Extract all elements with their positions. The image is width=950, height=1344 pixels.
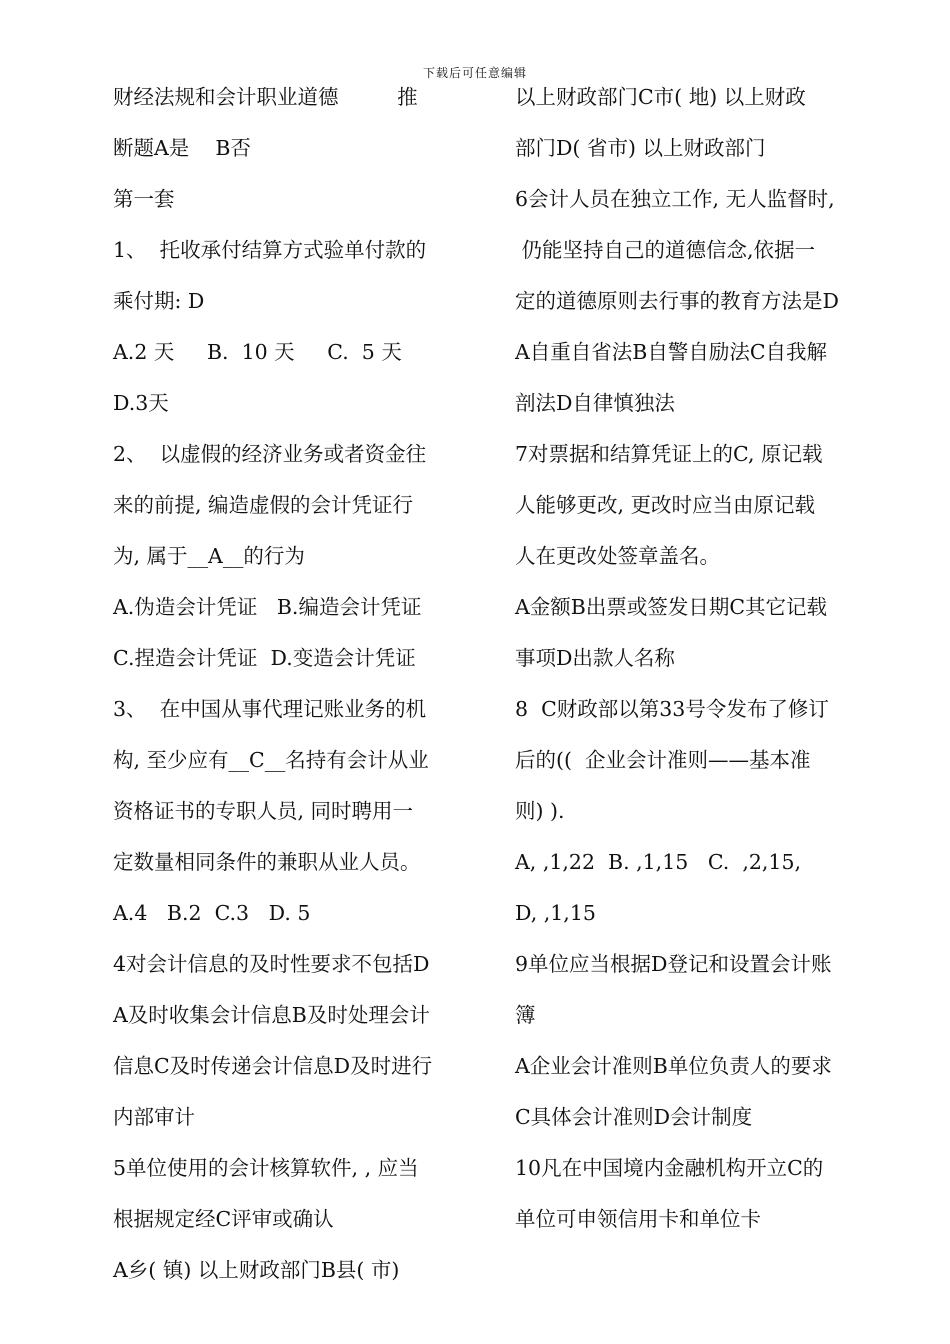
text-line: 定数量相同条件的兼职从业人员。	[113, 850, 421, 874]
text-line: D, ,1,15	[515, 901, 596, 925]
text-line: 根据规定经C评审或确认	[113, 1207, 334, 1231]
page-header: 下载后可任意编辑	[422, 66, 527, 80]
text-line: C.捏造会计凭证 D.变造会计凭证	[113, 646, 416, 670]
text-line: 单位可申领信用卡和单位卡	[515, 1207, 761, 1231]
text-line: 10凡在中国境内金融机构开立C的	[515, 1156, 824, 1180]
text-line: 人能够更改, 更改时应当由原记载	[515, 493, 816, 517]
text-line: 断题A是 B否	[113, 136, 251, 160]
text-line: 4对会计信息的及时性要求不包括D	[113, 952, 430, 976]
right-column	[515, 72, 890, 1245]
text-line: A金额B出票或签发日期C其它记载	[515, 595, 828, 619]
text-line: 5单位使用的会计核算软件, , 应当	[113, 1156, 419, 1180]
text-line: 则) ).	[515, 799, 565, 823]
text-line: 簿	[515, 1003, 536, 1027]
text-line: A, ,1,22 B. ,1,15 C. ,2,15,	[515, 850, 802, 874]
left-column	[113, 72, 485, 1296]
text-line: 剖法D自律慎独法	[515, 391, 675, 415]
text-line: A及时收集会计信息B及时处理会计	[113, 1003, 430, 1027]
text-line: 1、 托收承付结算方式验单付款的	[113, 238, 427, 262]
text-line: 资格证书的专职人员, 同时聘用一	[113, 799, 414, 823]
text-line: 6会计人员在独立工作, 无人监督时,	[515, 187, 835, 211]
text-line: 2、 以虚假的经济业务或者资金往	[113, 442, 427, 466]
text-line: A乡( 镇) 以上财政部门B县( 市)	[113, 1258, 400, 1282]
text-line: A.2 天 B. 10 天 C. 5 天	[113, 340, 402, 364]
text-line: 来的前提, 编造虚假的会计凭证行	[113, 493, 414, 517]
text-line: 7对票据和结算凭证上的C, 原记载	[515, 442, 823, 466]
text-line: 人在更改处签章盖名。	[515, 544, 720, 568]
text-line: A.4 B.2 C.3 D. 5	[113, 901, 311, 925]
text-line: 为, 属于__A__的行为	[113, 544, 305, 568]
text-line: D.3天	[113, 391, 169, 415]
text-line: 8 C财政部以第33号令发布了修订	[515, 697, 829, 721]
text-line: 仍能坚持自己的道德信念,依据一	[515, 238, 816, 262]
text-line: 构, 至少应有__C__名持有会计从业	[113, 748, 429, 772]
text-line: 后的(( 企业会计准则——基本准	[515, 748, 811, 772]
text-line: 信息C及时传递会计信息D及时进行	[113, 1054, 433, 1078]
text-line: 9单位应当根据D登记和设置会计账	[515, 952, 832, 976]
text-line: 部门D( 省市) 以上财政部门	[515, 136, 766, 160]
text-line: 定的道德原则去行事的教育方法是D	[515, 289, 839, 313]
text-line: C具体会计准则D会计制度	[515, 1105, 753, 1129]
text-line: A.伪造会计凭证 B.编造会计凭证	[113, 595, 422, 619]
text-line: 3、 在中国从事代理记账业务的机	[113, 697, 427, 721]
text-line: 事项D出款人名称	[515, 646, 675, 670]
text-line: 乘付期: D	[113, 289, 205, 313]
text-line: 第一套	[113, 187, 175, 211]
text-line: 内部审计	[113, 1105, 195, 1129]
text-line: 财经法规和会计职业道德 推	[113, 85, 418, 109]
text-line: A企业会计准则B单位负责人的要求	[515, 1054, 832, 1078]
text-line: A自重自省法B自警自励法C自我解	[515, 340, 828, 364]
text-line: 以上财政部门C市( 地) 以上财政	[515, 85, 806, 109]
